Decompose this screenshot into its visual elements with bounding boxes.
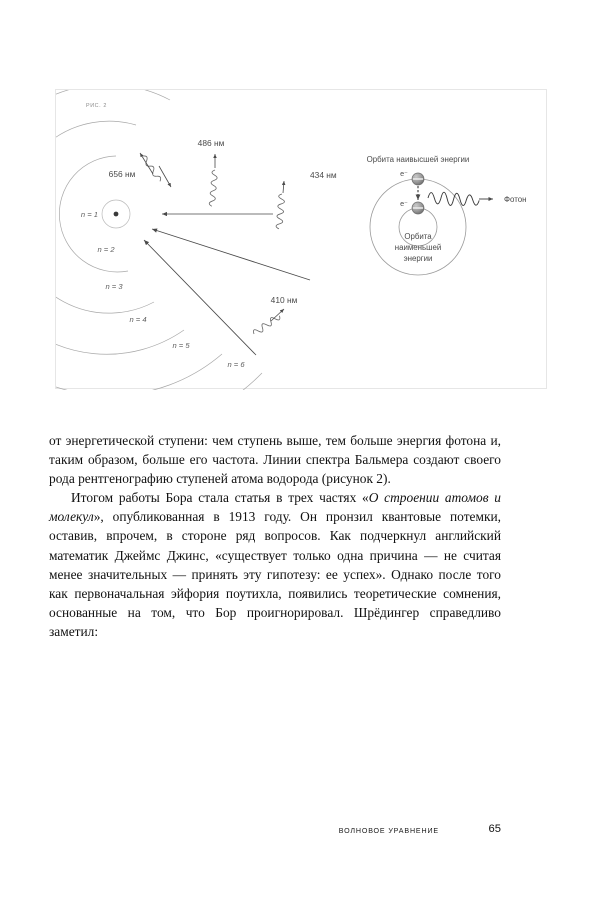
figure-container <box>55 89 547 389</box>
photon-wave <box>428 192 479 205</box>
orbit-label-n1: n = 1 <box>80 210 98 219</box>
transition-656 <box>109 153 171 187</box>
arrow-410-out <box>271 309 284 321</box>
paragraph-2 <box>49 488 501 641</box>
orbit-label-n5: n = 5 <box>172 341 190 350</box>
nucleus-dot <box>114 212 119 217</box>
wavelength-label-656: 656 нм <box>108 169 136 179</box>
paragraph-2-lead: Итогом работы Бора стала статья в трех частях « <box>71 490 369 506</box>
wavelength-label-486: 486 нм <box>197 138 225 148</box>
orbit-label-n6: n = 6 <box>227 360 245 369</box>
orbit-n5 <box>56 90 222 390</box>
wave-486 <box>209 170 218 207</box>
electron-outer-label: e⁻ <box>400 169 408 178</box>
page-footer <box>49 823 501 841</box>
wavelength-label-410: 410 нм <box>270 295 298 305</box>
transition-434 <box>162 170 337 229</box>
arrow-656-in <box>159 166 171 187</box>
photon-label: Фотон <box>504 195 527 204</box>
wave-434 <box>276 194 285 229</box>
figure-illustration <box>56 90 548 390</box>
footer-running-head: ВОЛНОВОЕ УРАВНЕНИЕ <box>338 827 439 835</box>
paragraph-2-tail: », опубликованная в 1913 году. Он пронзил квантовые потемки, оставив, впрочем, в стороне ряд вопросов. Как подчеркнул английский математик Джеймс Джинс, «существует только одна причина — не считая менее значительных — принять эту гипотезу: ее успех». Однако после того как первоначальная эйфория поутихла, появились теоретические сомнения, основанные на том, что Бор проигнорировал. Шрёдингер справедливо заметил: <box>49 509 501 639</box>
orbit-n6 <box>56 90 262 390</box>
footer-page-number: 65 <box>488 823 501 835</box>
highest-energy-orbit-label: Орбита наивысшей энергии <box>366 155 470 164</box>
electron-inner-label: e⁻ <box>400 199 408 208</box>
bohr-orbit-diagram <box>56 90 337 390</box>
orbit-label-n4: n = 4 <box>129 315 147 324</box>
orbit-label-n2: n = 2 <box>97 245 115 254</box>
lowest-energy-orbit-label-line2: наименьшей <box>394 243 442 252</box>
page-body-text <box>49 431 501 641</box>
lowest-energy-orbit-label-line1: Орбита <box>404 232 432 241</box>
photon-emission-diagram <box>367 155 527 275</box>
wavelength-label-434: 434 нм <box>310 170 337 180</box>
figure-caption-label: РИС. 2 <box>86 103 107 109</box>
paragraph-2-title: О строении атомов и молекул <box>49 490 501 525</box>
orbit-n4 <box>56 90 184 354</box>
lowest-energy-orbit-label-line3: энергии <box>403 254 433 263</box>
transition-486 <box>198 138 225 207</box>
arrow-434-out <box>283 181 284 193</box>
transition-410 <box>252 295 298 338</box>
orbit-label-n3: n = 3 <box>105 282 123 291</box>
paragraph-1: от энергетической ступени: чем ступень выше, тем больше энергия фотона и, таким образом, больше его частота. Линии спектра Бальмера создают своего рода рентгенографию ступеней атома водорода (рисунок 2). <box>49 433 501 487</box>
